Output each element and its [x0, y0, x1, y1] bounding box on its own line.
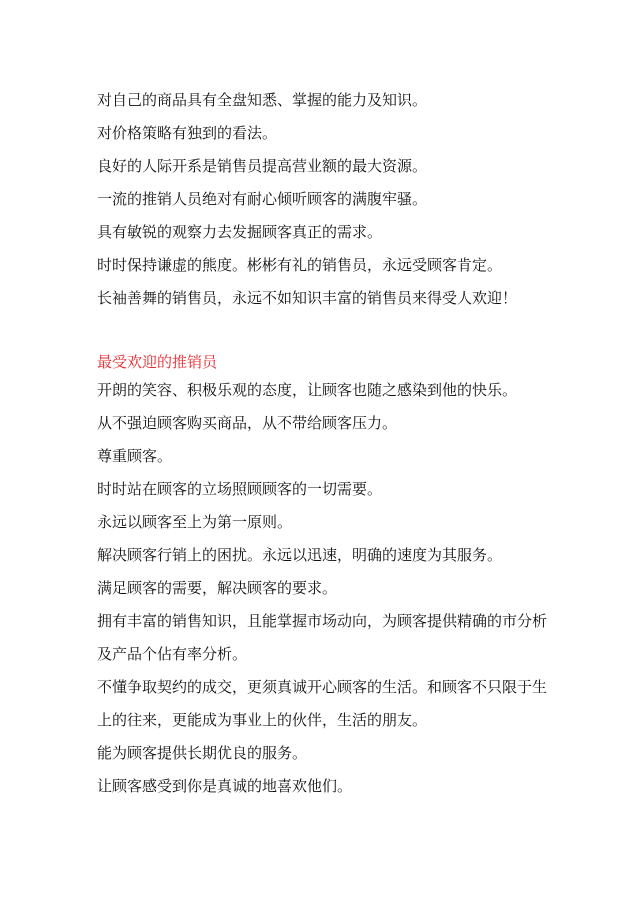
text-line: 上的往来，更能成为事业上的伙伴，生活的朋友。 [97, 711, 428, 729]
text-line: 时时保持谦虚的熊度。彬彬有礼的销售员，永远受顾客肯定。 [97, 256, 503, 274]
text-line: 时时站在顾客的立场照顾顾客的一切需要。 [97, 480, 383, 498]
section-qualities [97, 84, 553, 315]
text-line: 长袖善舞的销售员，永远不如知识丰富的销售员来得受人欢迎！ [97, 289, 518, 307]
section-heading: 最受欢迎的推销员 [97, 353, 218, 371]
text-line: 从不强迫顾客购买商品，从不带给顾客压力。 [97, 414, 398, 432]
text-line: 尊重顾客。 [97, 447, 173, 465]
text-line: 解决顾客行销上的困扰。永远以迅速，明确的速度为其服务。 [97, 546, 503, 564]
text-line: 满足顾客的需要，解决顾客的要求。 [97, 579, 338, 597]
text-line: 能为顾客提供长期优良的服务。 [97, 744, 308, 762]
text-line: 一流的推销人员绝对有耐心倾听顾客的满腹牢骚。 [97, 190, 428, 208]
text-line: 拥有丰富的销售知识，且能掌握市场动向，为顾客提供精确的市分析 [97, 612, 548, 630]
text-line: 良好的人际开系是销售员提高营业额的最大资源。 [97, 157, 428, 175]
section-popular-salesperson [97, 352, 553, 803]
section-body [97, 374, 553, 803]
text-line: 具有敏锐的观察力去发掘顾客真正的需求。 [97, 223, 383, 241]
text-line: 开朗的笑容、积极乐观的态度，让顾客也随之感染到他的快乐。 [97, 381, 518, 399]
text-line: 对自己的商品具有全盘知悉、掌握的能力及知识。 [97, 91, 428, 109]
text-line: 永远以顾客至上为第一原则。 [97, 513, 293, 531]
text-line: 及产品个佔有率分析。 [97, 645, 248, 663]
text-line: 让顾客感受到你是真诚的地喜欢他们。 [97, 777, 353, 795]
text-line: 不懂争取契约的成交，更须真诚开心顾客的生活。和顾客不只限于生 [97, 678, 548, 696]
text-line: 对价格策略有独到的看法。 [97, 124, 278, 142]
